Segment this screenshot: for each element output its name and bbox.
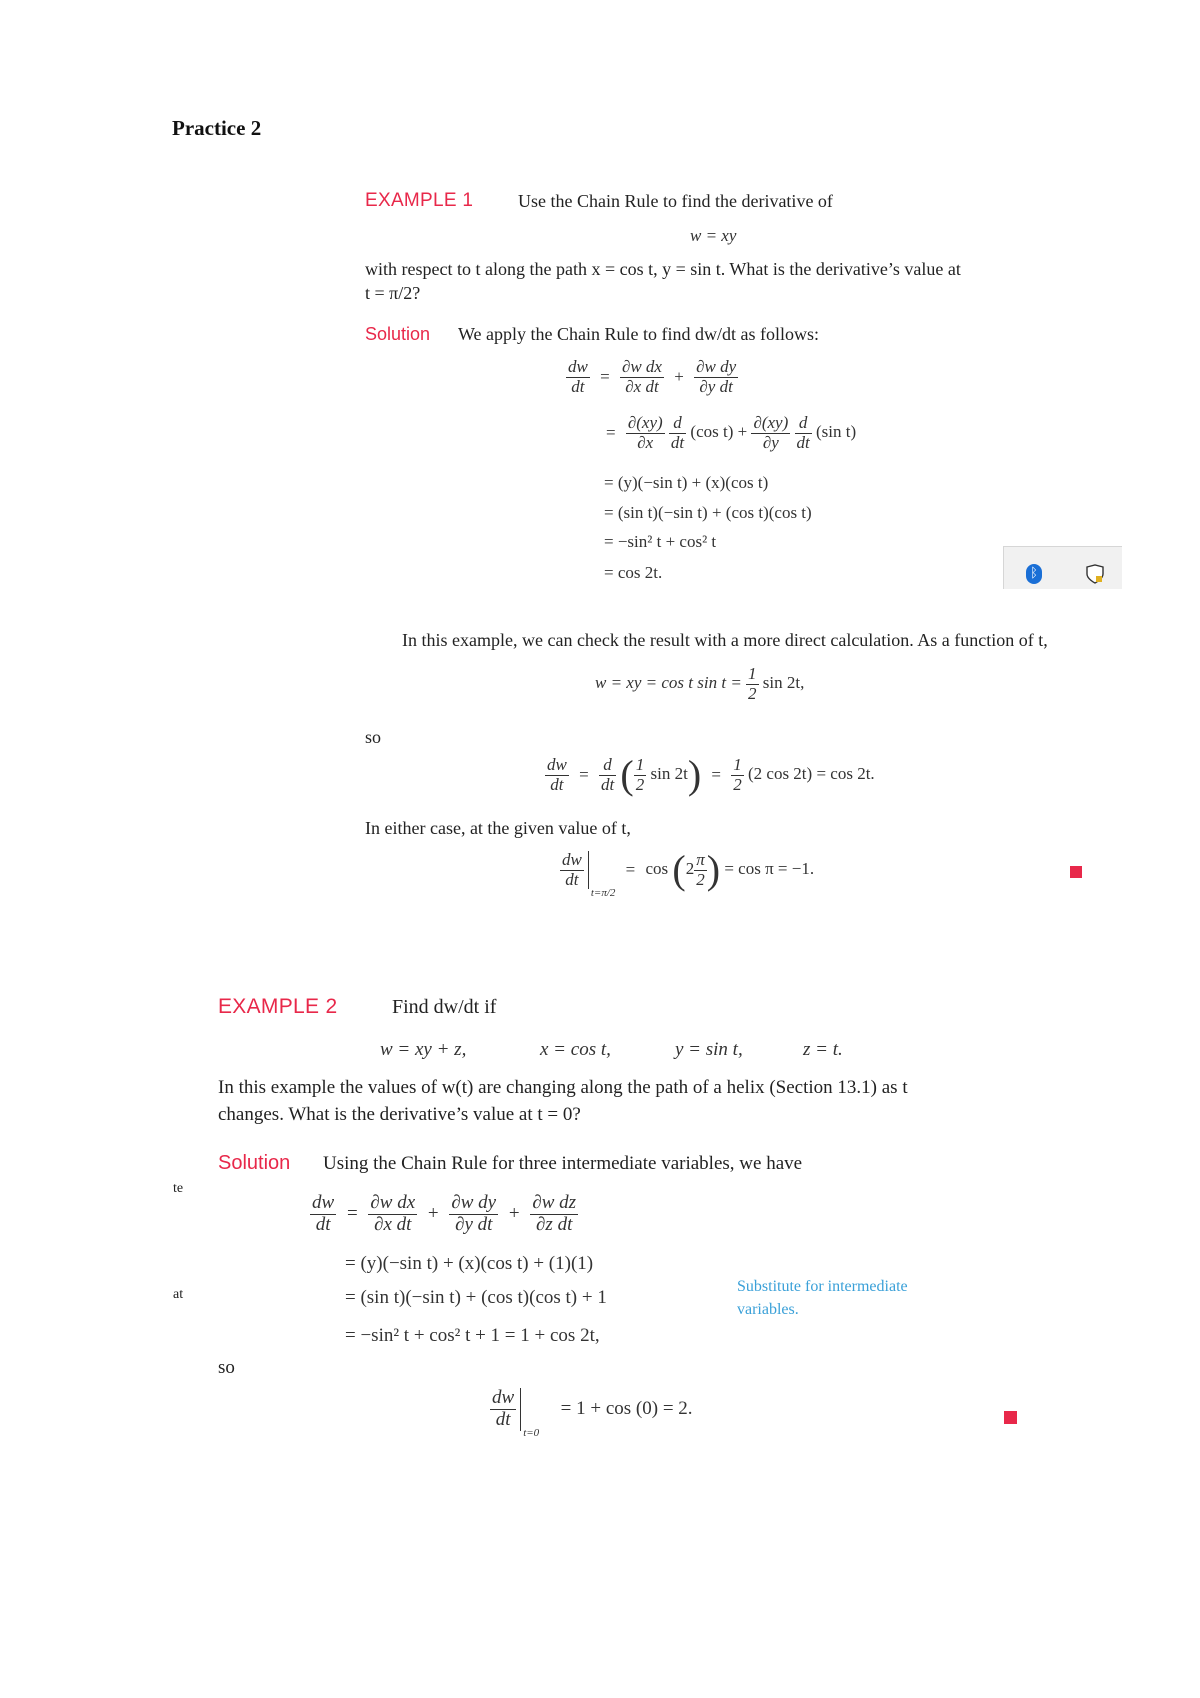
shield-icon[interactable] xyxy=(1084,563,1106,585)
example-2-margin-note: Substitute for intermediate variables. xyxy=(737,1278,908,1319)
example-1-solution-intro: We apply the Chain Rule to find dw/dt as follows: xyxy=(458,324,820,344)
example-2-step-3: = −sin² t + cos² t + 1 = 1 + cos 2t, xyxy=(345,1325,600,1346)
example-2-desc-line1: In this example the values of w(t) are changing along the path of a helix (Section 13.1) as t xyxy=(218,1077,908,1098)
example-1-derivative-eq: $\frac{dw}{dt}$ = $\frac{d}{dt}$ ( $\frac{1}{2}$ sin 2t) = $\frac{1}{2}$ (2 cos 2t) = cos 2t. xyxy=(547,752,875,797)
example-2-chain-rule-line: $\frac{dw}{dt}$ = $\frac{\text{∂w dx}}{\text{∂x dt}}$ + $\frac{\text{∂w dy}}{\text{∂y dt}}$ + $\frac{\text{∂w dz}}{\text{∂z dt}}$ xyxy=(312,1192,577,1235)
page-title: Practice 2 xyxy=(172,116,262,140)
example-1-question-line1: with respect to t along the path x = cos t, y = sin t. What is the derivative’s value at xyxy=(365,259,961,279)
example-1-check-text: In this example, we can check the result with a more direct calculation. As a function of t, xyxy=(402,630,1048,650)
example-2-def-z: z = t. xyxy=(803,1039,843,1060)
example-2-def-x: x = cos t, xyxy=(540,1039,611,1060)
example-2-solution-intro: Using the Chain Rule for three intermediate variables, we have xyxy=(323,1153,803,1174)
example-2-step-2: = (sin t)(−sin t) + (cos t)(cos t) + 1 xyxy=(345,1287,607,1308)
system-tray-overlay xyxy=(1003,546,1122,589)
example-1-so: so xyxy=(365,727,382,747)
example-2-def-y: y = sin t, xyxy=(675,1039,743,1060)
example-1-step-4: = cos 2t. xyxy=(604,563,663,582)
example-2-step-1: = (y)(−sin t) + (x)(cos t) + (1)(1) xyxy=(345,1253,594,1274)
example-1-step-3: = −sin² t + cos² t xyxy=(604,532,717,551)
example-2-eval-eq: $\frac{dw}{dt}$ $_{t=0}$ = 1 + cos (0) = 2. xyxy=(492,1387,693,1439)
example-1-function: w = xy xyxy=(690,226,737,245)
example-1-label: EXAMPLE 1 xyxy=(365,190,474,211)
example-1-solution-label: Solution xyxy=(365,324,431,344)
example-1-partial-line: = $\frac{\partial(xy)}{\partial x}$ $\frac{d}{dt}$ (cos t) + $\frac{\partial(xy)}{\partial y}$ $\frac{d}{dt}$ (sin t) xyxy=(606,413,857,452)
example-2-so: so xyxy=(218,1357,235,1378)
example-2-desc-line2: changes. What is the derivative’s value at t = 0? xyxy=(218,1104,581,1125)
margin-fragment-te: te xyxy=(173,1181,184,1196)
example-1-direct-eq: w = xy = cos t sin t = $\frac{1}{2}$ sin 2t, xyxy=(595,664,805,703)
example-1-eval-eq: $\frac{dw}{dt}$ $_{t=\pi/2}$ = cos (2 $\frac{\pi}{2}$ ) = cos π = −1. xyxy=(562,847,815,899)
bluetooth-icon[interactable]: ᛒ xyxy=(1026,564,1042,584)
example-1-step-1: = (y)(−sin t) + (x)(cos t) xyxy=(604,473,769,492)
example-1-question-line2: t = π/2? xyxy=(365,283,421,303)
derivative-eq-tail: (2 cos 2t) = cos 2t. xyxy=(747,763,875,783)
example-2-def-w: w = xy + z, xyxy=(380,1039,467,1060)
example-1-end-marker xyxy=(1070,866,1082,878)
example-1-eval-tail: = cos π = −1. xyxy=(724,858,815,878)
example-1-eval-subscript: t=π/2 xyxy=(590,886,616,899)
example-2-label: EXAMPLE 2 xyxy=(218,995,338,1018)
example-1-step-2: = (sin t)(−sin t) + (cos t)(cos t) xyxy=(604,503,812,522)
example-2-end-marker xyxy=(1004,1411,1017,1424)
example-1-either-text: In either case, at the given value of t, xyxy=(365,818,631,838)
example-2-eval-subscript: t=0 xyxy=(523,1426,540,1439)
example-2-prompt: Find dw/dt if xyxy=(392,996,497,1018)
example-2-eval-tail: = 1 + cos (0) = 2. xyxy=(560,1397,693,1419)
margin-fragment-at: at xyxy=(173,1287,184,1302)
direct-eq-tail: sin 2t, xyxy=(762,673,805,693)
example-1-prompt: Use the Chain Rule to find the derivative of xyxy=(518,191,833,211)
example-1-chain-rule-line: $\frac{dw}{dt}$ = $\frac{\text{∂w dx}}{\text{∂x dt}}$ + $\frac{\text{∂w dy}}{\text{∂y dt}}$ xyxy=(568,357,737,396)
direct-eq-lhs: w = xy = cos t sin t = xyxy=(595,673,747,693)
example-2-solution-label: Solution xyxy=(218,1152,291,1174)
